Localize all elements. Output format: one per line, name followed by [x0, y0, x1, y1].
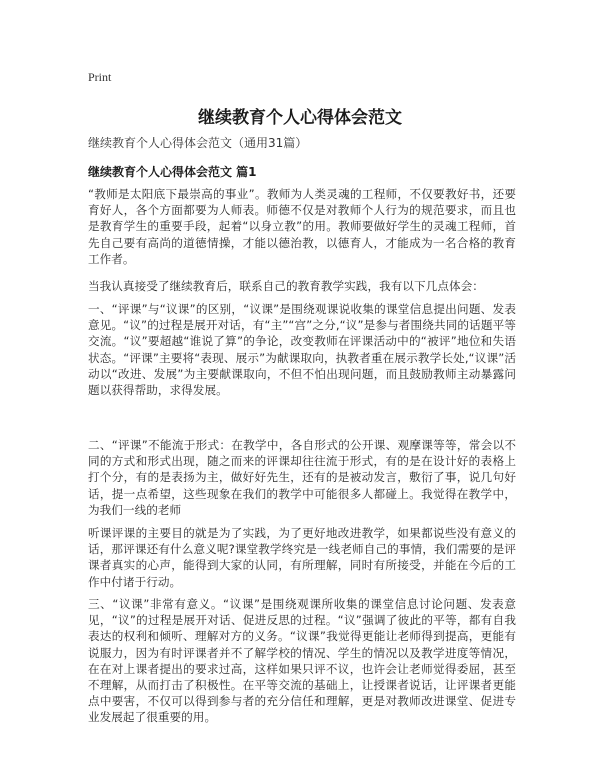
- paragraph-1: “教师是太阳底下最崇高的事业”。教师为人类灵魂的工程师，不仅要教好书，还要育好人，各个方面都要为人师表。师德不仅是对教师个人行为的规范要求，而且也是教育学生的重要手段，起着“以身立教”的用。教师要做好学生的灵魂工程师，首先自己要有高尚的道德情操，才能以德治教，以德育人，才能成为一名合格的教育工作者。: [88, 187, 516, 266]
- paragraph-4: 二、“评课”不能流于形式：在教学中，各自形式的公开课、观摩课等等，常会以不同的方式和形式出现，随之而来的评课却往往流于形式，有的是在设计好的表格上打个分，有的是表扬为主，做好好先生，还有的是被动发言，敷衍了事，说几句好话，提一点希望，这些现象在我们的教学中可能很多人都碰上。我觉得在教学中，为我们一线的老师: [88, 438, 516, 517]
- paragraph-3: 一、“评课”与“议课”的区别，“议课”是围绕观课说收集的课堂信息提出问题、发表意见。“议”的过程是展开对话，有“主”“宫”之分,“议”是参与者围绕共同的话题平等交流。“议”要超越“谁说了算”的争论，改变教师在评课活动中的“被评”地位和失语状态。“评课”主要将“表现、展示”为献课取向，执教者重在展示教学长处,“议课”活动以“改进、发展”为主要献课取向，不但不怕出现问题，而且鼓励教师主动暴露问题以获得帮助，求得发展。: [88, 302, 516, 398]
- paragraph-2: 当我认真接受了继续教育后，联系自己的教育教学实践，我有以下几点体会：: [88, 279, 484, 293]
- print-link[interactable]: Print: [88, 70, 112, 84]
- paragraph-6: 三、“议课”非常有意义。“议课”是围绕观课所收集的课堂信息讨论问题、发表意见，“议”的过程是展开对话、促进反思的过程。“议”强调了彼此的平等，都有自我表达的权利和倾听、理解对方的义务。“议课”我觉得更能让老师得到提高，更能有说服力，因为有时评课者并不了解学校的情况、学生的情况以及教学进度等情况，在在对上课者提出的要求过高，这样如果只评不议，也许会让老师觉得委屈，甚至不理解，从而打击了积极性。在平等交流的基础上，让授课者说话，让评课者更能点中要害，不仅可以得到参与者的充分信任和理解，更是对教师改进课堂、促进专业发展起了很重要的用。: [88, 597, 516, 725]
- document-title: 继续教育个人心得体会范文: [198, 108, 402, 128]
- paragraph-5: 听课评课的主要目的就是为了实践，为了更好地改进教学，如果都说些没有意义的话，那评课还有什么意义呢?课堂教学终究是一线老师自己的事情，我们需要的是评课者真实的心声，能得到大家的认同，有所理解，同时有所接受，并能在今后的工作中付诸于行动。: [88, 526, 516, 589]
- section-heading: 继续教育个人心得体会范文 篇1: [88, 165, 257, 179]
- document-subtitle: 继续教育个人心得体会范文（通用31篇）: [88, 136, 308, 150]
